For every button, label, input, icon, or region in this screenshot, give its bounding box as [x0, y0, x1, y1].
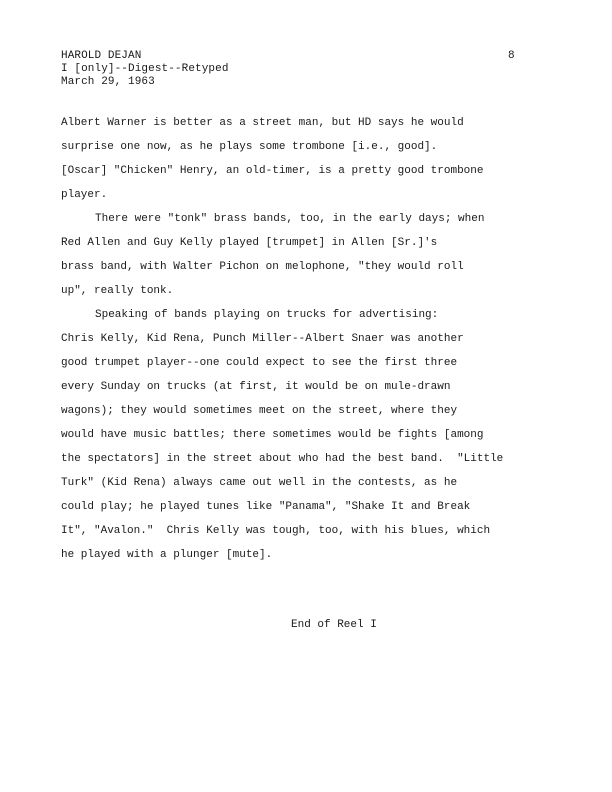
text-line: good trumpet player--one could expect to see the first three	[61, 357, 458, 369]
text-line: would have music battles; there sometimes would be fights [among	[61, 429, 484, 441]
text-line: up", really tonk.	[61, 285, 174, 297]
text-line: brass band, with Walter Pichon on melophone, "they would roll	[61, 261, 464, 273]
text-line: the spectators] in the street about who had the best band. "Little	[61, 453, 504, 465]
text-line: Turk" (Kid Rena) always came out well in the contests, as he	[61, 477, 458, 489]
end-of-reel-note: End of Reel I	[291, 619, 377, 631]
text-line: Albert Warner is better as a street man, but HD says he would	[61, 117, 464, 129]
text-line: he played with a plunger [mute].	[61, 549, 273, 561]
text-line: wagons); they would sometimes meet on the street, where they	[61, 405, 458, 417]
interview-date: March 29, 1963	[61, 76, 155, 88]
text-line: Speaking of bands playing on trucks for advertising:	[95, 309, 439, 321]
document-header	[61, 50, 229, 89]
text-line: surprise one now, as he plays some trombone [i.e., good].	[61, 141, 438, 153]
text-line: could play; he played tunes like "Panama", "Shake It and Break	[61, 501, 471, 513]
transcript-body	[61, 111, 521, 567]
text-line: Chris Kelly, Kid Rena, Punch Miller--Albert Snaer was another	[61, 333, 464, 345]
document-subtitle: I [only]--Digest--Retyped	[61, 63, 229, 75]
text-line: player.	[61, 189, 108, 201]
text-line: There were "tonk" brass bands, too, in the early days; when	[95, 213, 485, 225]
interviewee-name: HAROLD DEJAN	[61, 50, 142, 62]
page-number: 8	[508, 50, 515, 62]
text-line: [Oscar] "Chicken" Henry, an old-timer, is a pretty good trombone	[61, 165, 484, 177]
text-line: Red Allen and Guy Kelly played [trumpet] in Allen [Sr.]'s	[61, 237, 438, 249]
text-line: It", "Avalon." Chris Kelly was tough, too, with his blues, which	[61, 525, 491, 537]
text-line: every Sunday on trucks (at first, it would be on mule-drawn	[61, 381, 451, 393]
